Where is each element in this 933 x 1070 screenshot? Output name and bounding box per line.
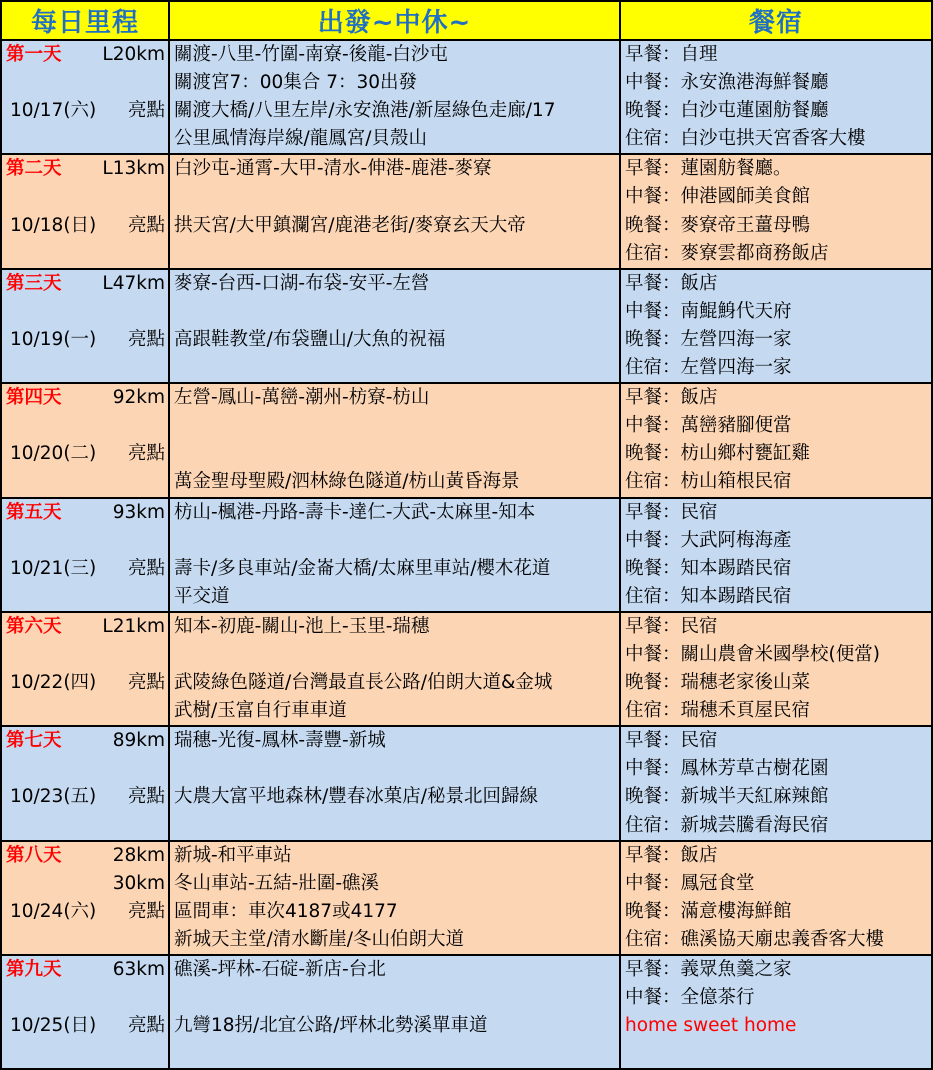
route-cell <box>169 498 620 612</box>
meal-line: 早餐：民宿 <box>625 615 718 637</box>
day-label: 第六天 <box>6 615 62 637</box>
closing-note: home sweet home <box>625 1015 797 1037</box>
day-row <box>1 955 932 1069</box>
date-label: 10/25(日) <box>10 1015 97 1037</box>
route-line: 礁溪-坪林-石碇-新店-台北 <box>174 959 386 980</box>
distance-km: 63km <box>112 959 165 980</box>
header-row <box>1 1 932 40</box>
meals-cell <box>620 498 932 612</box>
day-row <box>1 841 932 955</box>
header-meals-lodging: 餐宿 <box>620 1 932 40</box>
mileage-line <box>2 412 168 440</box>
route-line <box>170 354 619 382</box>
mileage-line <box>2 583 168 611</box>
day-label: 第三天 <box>6 272 62 294</box>
route-line: 高跟鞋教堂/布袋鹽山/大魚的祝福 <box>174 328 446 350</box>
meals-cell <box>620 383 932 497</box>
distance-km: L13km <box>102 158 165 180</box>
distance-km: L47km <box>102 272 165 294</box>
meal-line: 早餐：飯店 <box>625 844 718 866</box>
route-line: 新城天主堂/清水斷崖/冬山伯朗大道 <box>174 928 464 950</box>
day-row <box>1 154 932 268</box>
mileage-line <box>2 527 168 555</box>
meal-line: 中餐：關山農會米國學校(便當) <box>625 643 880 665</box>
meals-cell <box>620 955 932 1069</box>
day-label: 第九天 <box>6 959 62 980</box>
route-cell <box>169 841 620 955</box>
day-row <box>1 726 932 840</box>
meals-cell <box>620 154 932 268</box>
route-line: 萬金聖母聖殿/泗林綠色隧道/枋山黃昏海景 <box>174 471 520 493</box>
meal-line: 中餐：鳳冠食堂 <box>625 872 755 894</box>
distance-km: 28km <box>112 844 165 866</box>
highlight-label: 亮點 <box>127 100 165 122</box>
meals-cell <box>620 40 932 154</box>
mileage-line <box>2 326 168 354</box>
day-label: 第四天 <box>6 387 62 409</box>
meal-line: 中餐：伸港國師美食館 <box>625 186 811 208</box>
route-line: 關渡宮7：00集合 7：30出發 <box>174 72 418 94</box>
mileage-line <box>2 1040 168 1068</box>
route-line <box>170 641 619 669</box>
route-line: 白沙屯-通霄-大甲-清水-伸港-鹿港-麥寮 <box>174 158 492 180</box>
mileage-cell <box>1 841 169 955</box>
mileage-line <box>2 898 168 926</box>
meal-line: 早餐：飯店 <box>625 387 718 409</box>
highlight-label: 亮點 <box>127 328 165 350</box>
meal-line: 住宿：枋山箱根民宿 <box>625 471 792 493</box>
route-cell <box>169 726 620 840</box>
mileage-line <box>2 727 168 755</box>
mileage-cell <box>1 383 169 497</box>
mileage-line <box>2 1012 168 1040</box>
meal-line: 晚餐：知本踢踏民宿 <box>625 557 792 579</box>
day-label: 第二天 <box>6 158 62 180</box>
meal-line: 住宿：瑞穗禾頁屋民宿 <box>625 700 811 722</box>
mileage-line <box>2 783 168 811</box>
mileage-line <box>2 97 168 125</box>
mileage-line <box>2 669 168 697</box>
mileage-line <box>2 298 168 326</box>
meal-line: 晚餐：瑞穗老家後山菜 <box>625 672 811 694</box>
mileage-line <box>2 755 168 783</box>
route-line: 拱天宮/大甲鎮瀾宮/鹿港老街/麥寮玄天大帝 <box>174 214 526 236</box>
day-row <box>1 383 932 497</box>
route-line: 九彎18拐/北宜公路/坪林北勢溪單車道 <box>174 1015 488 1037</box>
header-route: 出發~中休~ <box>169 1 620 40</box>
meals-cell <box>620 612 932 726</box>
meal-line: 晚餐：枋山鄉村甕缸雞 <box>625 443 811 465</box>
highlight-label: 亮點 <box>127 672 165 694</box>
route-cell <box>169 269 620 383</box>
highlight-label: 亮點 <box>127 1015 165 1037</box>
day-label: 第五天 <box>6 501 62 523</box>
mileage-line <box>2 270 168 298</box>
date-label: 10/23(五) <box>10 786 97 808</box>
meal-line: 住宿：知本踢踏民宿 <box>625 585 792 607</box>
meal-line: 住宿：白沙屯拱天宮香客大樓 <box>625 128 866 150</box>
meal-line <box>621 1040 931 1068</box>
date-label: 10/21(三) <box>10 557 97 579</box>
meal-line: 早餐：飯店 <box>625 272 718 294</box>
meal-line: 中餐：鳳林芳草古樹花園 <box>625 758 829 780</box>
route-line <box>170 298 619 326</box>
highlight-label: 亮點 <box>127 557 165 579</box>
mileage-line <box>2 183 168 211</box>
date-label: 10/19(一) <box>10 328 97 350</box>
meals-cell <box>620 841 932 955</box>
mileage-cell <box>1 612 169 726</box>
route-line: 武陵綠色隧道/台灣最直長公路/伯朗大道&金城 <box>174 672 553 694</box>
date-label: 10/17(六) <box>10 100 97 122</box>
mileage-line <box>2 240 168 268</box>
mileage-line <box>2 384 168 412</box>
route-line <box>170 1040 619 1068</box>
meal-line: 住宿：礁溪協天廟忠義香客大樓 <box>625 928 885 950</box>
mileage-line <box>2 984 168 1012</box>
meal-line: 中餐：南鯤鯓代天府 <box>625 300 792 322</box>
highlight-label: 亮點 <box>127 786 165 808</box>
meal-line: 住宿：新城芸騰看海民宿 <box>625 814 829 836</box>
mileage-line <box>2 125 168 153</box>
route-line: 壽卡/多良車站/金崙大橋/太麻里車站/櫻木花道 <box>174 557 551 579</box>
route-cell <box>169 40 620 154</box>
distance-km: L21km <box>102 615 165 637</box>
meal-line: 晚餐：麥寮帝王薑母鴨 <box>625 214 811 236</box>
route-line: 知本-初鹿-關山-池上-玉里-瑞穗 <box>174 615 430 637</box>
route-line: 麥寮-台西-口湖-布袋-安平-左營 <box>174 272 430 294</box>
distance-km: 93km <box>112 501 165 523</box>
mileage-line <box>2 354 168 382</box>
route-line <box>170 440 619 468</box>
meal-line: 中餐：大武阿梅海產 <box>625 529 792 551</box>
meal-line: 晚餐：滿意樓海鮮館 <box>625 900 792 922</box>
mileage-line <box>2 69 168 97</box>
meal-line: 早餐：義眾魚羹之家 <box>625 959 792 980</box>
route-line: 新城-和平車站 <box>174 844 292 866</box>
day-row <box>1 612 932 726</box>
distance-km: 92km <box>112 387 165 409</box>
mileage-line <box>2 41 168 69</box>
mileage-cell <box>1 726 169 840</box>
route-line <box>170 183 619 211</box>
mileage-line <box>2 155 168 183</box>
mileage-line <box>2 956 168 984</box>
day-row <box>1 269 932 383</box>
meal-line: 晚餐：白沙屯蓮園舫餐廳 <box>625 100 829 122</box>
date-label: 10/22(四) <box>10 672 97 694</box>
meal-line: 晚餐：左營四海一家 <box>625 328 792 350</box>
meal-line: 早餐：民宿 <box>625 730 718 752</box>
route-cell <box>169 383 620 497</box>
route-line: 公里風情海岸線/龍鳳宮/貝殼山 <box>174 128 427 150</box>
meal-line: 晚餐：新城半天紅麻辣館 <box>625 786 829 808</box>
route-line: 左營-鳳山-萬巒-潮州-枋寮-枋山 <box>174 387 430 409</box>
highlight-label: 亮點 <box>127 214 165 236</box>
mileage-cell <box>1 154 169 268</box>
route-line: 枋山-楓港-丹路-壽卡-達仁-大武-太麻里-知本 <box>174 501 536 523</box>
mileage-cell <box>1 40 169 154</box>
mileage-line <box>2 499 168 527</box>
route-line: 瑞穗-光復-鳳林-壽豐-新城 <box>174 730 386 752</box>
route-line: 關渡大橋/八里左岸/永安漁港/新屋綠色走廊/17 <box>174 100 556 122</box>
route-cell <box>169 154 620 268</box>
route-line <box>170 812 619 840</box>
route-line <box>170 984 619 1012</box>
mileage-line <box>2 613 168 641</box>
route-line: 關渡-八里-竹圍-南寮-後龍-白沙屯 <box>174 44 448 65</box>
meal-line: 中餐：全億茶行 <box>625 987 755 1009</box>
day-label: 第一天 <box>6 44 62 65</box>
date-label: 10/18(日) <box>10 214 97 236</box>
header-daily-mileage: 每日里程 <box>1 1 169 40</box>
route-line: 大農大富平地森林/豐春冰菓店/秘景北回歸線 <box>174 786 538 808</box>
meal-line: 早餐：蓮園舫餐廳。 <box>625 158 792 180</box>
mileage-line <box>2 842 168 870</box>
route-line <box>170 240 619 268</box>
day-label: 第七天 <box>6 730 62 752</box>
meal-line: 住宿：麥寮雲都商務飯店 <box>625 242 829 264</box>
mileage-line <box>2 440 168 468</box>
day-row <box>1 498 932 612</box>
mileage-line <box>2 555 168 583</box>
distance-km: L20km <box>102 44 165 65</box>
meal-line: 早餐：民宿 <box>625 501 718 523</box>
mileage-cell <box>1 498 169 612</box>
route-line <box>170 412 619 440</box>
route-line: 冬山車站-五結-壯圍-礁溪 <box>174 872 380 894</box>
mileage-cell <box>1 955 169 1069</box>
route-line <box>170 527 619 555</box>
distance-km: 30km <box>112 872 165 894</box>
route-line: 武樹/玉富自行車車道 <box>174 700 347 722</box>
meal-line: 住宿：左營四海一家 <box>625 357 792 379</box>
mileage-line <box>2 468 168 496</box>
meals-cell <box>620 269 932 383</box>
highlight-label: 亮點 <box>127 443 165 465</box>
mileage-line <box>2 641 168 669</box>
mileage-line <box>2 212 168 240</box>
mileage-line <box>2 812 168 840</box>
route-cell <box>169 612 620 726</box>
highlight-label: 亮點 <box>127 900 165 922</box>
mileage-line <box>2 870 168 898</box>
mileage-line <box>2 697 168 725</box>
route-line: 區間車：車次4187或4177 <box>174 900 398 922</box>
meals-cell <box>620 726 932 840</box>
mileage-line <box>2 926 168 954</box>
distance-km: 89km <box>112 730 165 752</box>
route-line <box>170 755 619 783</box>
route-line: 平交道 <box>174 585 230 607</box>
day-label: 第八天 <box>6 844 62 866</box>
meal-line: 中餐：萬巒豬腳便當 <box>625 415 792 437</box>
mileage-cell <box>1 269 169 383</box>
date-label: 10/20(二) <box>10 443 97 465</box>
route-cell <box>169 955 620 1069</box>
meal-line: 中餐：永安漁港海鮮餐廳 <box>625 72 829 94</box>
day-row <box>1 40 932 154</box>
date-label: 10/24(六) <box>10 900 97 922</box>
meal-line: 早餐：自理 <box>625 44 718 65</box>
